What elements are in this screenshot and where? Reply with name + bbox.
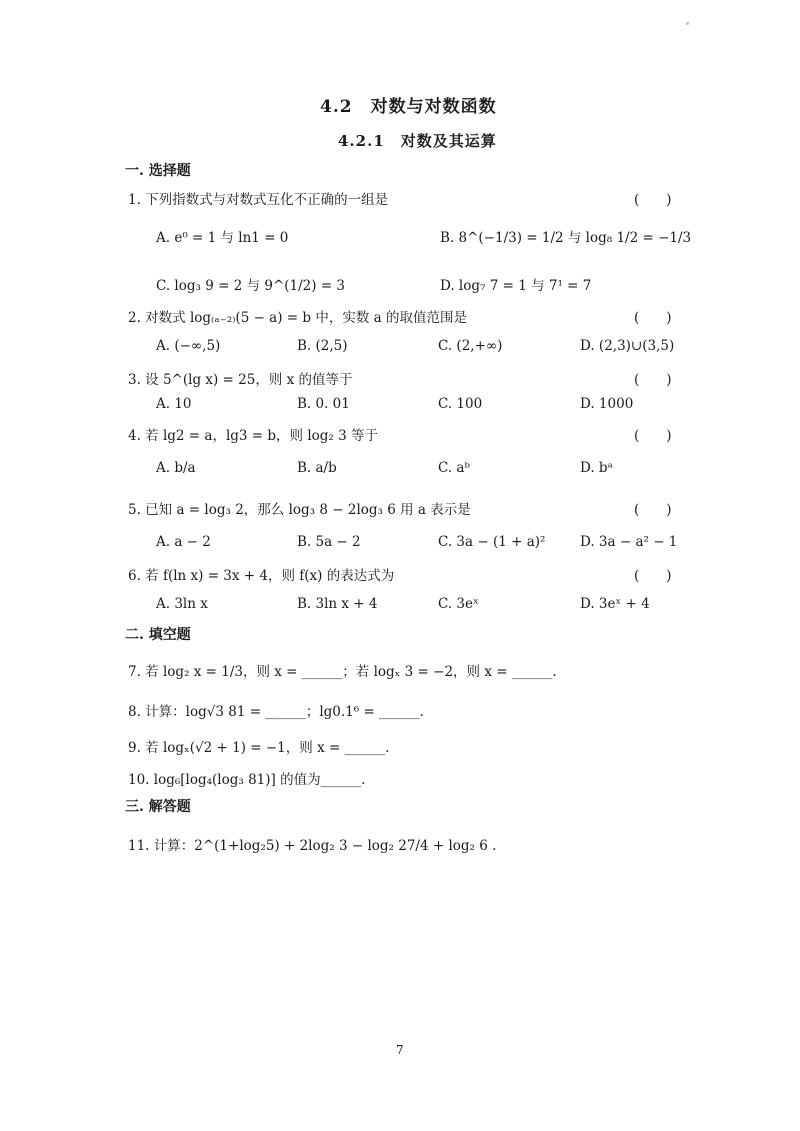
question-1-option-c: C. log₃ 9 = 2 与 9^(1/2) = 3 xyxy=(156,278,346,294)
question-8: 8. 计算：log√3 81 = ______；lg0.1⁶ = ______. xyxy=(128,704,424,720)
question-4-option-a: A. b/a xyxy=(156,460,196,476)
question-4-option-b: B. a/b xyxy=(297,460,337,476)
question-5-stem: 5. 已知 a = log₃ 2，那么 log₃ 8 − 2log₃ 6 用 a 表示是 xyxy=(128,502,471,518)
question-11: 11. 计算：2^(1+log₂5) + 2log₂ 3 − log₂ 27/4 + log₂ 6 . xyxy=(128,838,497,854)
question-7: 7. 若 log₂ x = 1/3，则 x = ______；若 logₓ 3 = −2，则 x = ______. xyxy=(128,664,557,680)
question-2-option-c: C. (2,+∞) xyxy=(438,338,503,354)
question-1-option-b: B. 8^(−1/3) = 1/2 与 log₈ 1/2 = −1/3 xyxy=(440,230,692,246)
question-2-paren: ( ) xyxy=(634,310,672,326)
section-heading-answer: 三. 解答题 xyxy=(125,799,191,815)
question-5-paren: ( ) xyxy=(634,502,672,518)
question-4-stem: 4. 若 lg2 = a，lg3 = b，则 log₂ 3 等于 xyxy=(128,428,379,444)
page-number: 7 xyxy=(396,1043,404,1057)
question-5-option-c: C. 3a − (1 + a)² xyxy=(438,534,546,550)
page-subtitle: 4.2.1 对数及其运算 xyxy=(338,132,497,150)
question-2-option-b: B. (2,5) xyxy=(297,338,348,354)
question-4-option-d: D. bᵃ xyxy=(580,460,613,476)
question-1-option-d: D. log₇ 7 = 1 与 7¹ = 7 xyxy=(440,278,592,294)
question-6-option-d: D. 3eˣ + 4 xyxy=(580,596,650,612)
question-3-option-c: C. 100 xyxy=(438,396,483,412)
question-2-option-d: D. (2,3)∪(3,5) xyxy=(580,338,675,354)
section-heading-choice: 一. 选择题 xyxy=(125,163,191,179)
question-1-option-a: A. e⁰ = 1 与 ln1 = 0 xyxy=(156,230,289,246)
section-heading-fill: 二. 填空题 xyxy=(125,627,191,643)
question-2-option-a: A. (−∞,5) xyxy=(156,338,221,354)
question-4-option-c: C. aᵇ xyxy=(438,460,470,476)
question-6-stem: 6. 若 f(ln x) = 3x + 4，则 f(x) 的表达式为 xyxy=(128,568,395,584)
question-9: 9. 若 logₓ(√2 + 1) = −1，则 x = ______. xyxy=(128,740,390,756)
question-1-stem: 1. 下列指数式与对数式互化不正确的一组是 xyxy=(128,192,389,208)
question-3-option-b: B. 0. 01 xyxy=(297,396,350,412)
question-5-option-b: B. 5a − 2 xyxy=(297,534,361,550)
question-3-option-a: A. 10 xyxy=(156,396,192,412)
question-5-option-d: D. 3a − a² − 1 xyxy=(580,534,678,550)
question-6-option-c: C. 3eˣ xyxy=(438,596,479,612)
question-6-paren: ( ) xyxy=(634,568,672,584)
question-4-paren: ( ) xyxy=(634,428,672,444)
question-6-option-b: B. 3ln x + 4 xyxy=(297,596,378,612)
question-3-option-d: D. 1000 xyxy=(580,396,634,412)
question-2-stem: 2. 对数式 log₍ₐ₋₂₎(5 − a) = b 中，实数 a 的取值范围是 xyxy=(128,310,467,326)
question-1-paren: ( ) xyxy=(634,192,672,208)
noise-dot xyxy=(686,22,689,25)
question-5-option-a: A. a − 2 xyxy=(156,534,211,550)
question-6-option-a: A. 3ln x xyxy=(156,596,208,612)
question-3-stem: 3. 设 5^(lg x) = 25，则 x 的值等于 xyxy=(128,372,353,388)
question-3-paren: ( ) xyxy=(634,372,672,388)
page-title: 4.2 对数与对数函数 xyxy=(320,97,497,117)
question-10: 10. log₆[log₄(log₃ 81)] 的值为______. xyxy=(128,772,366,788)
